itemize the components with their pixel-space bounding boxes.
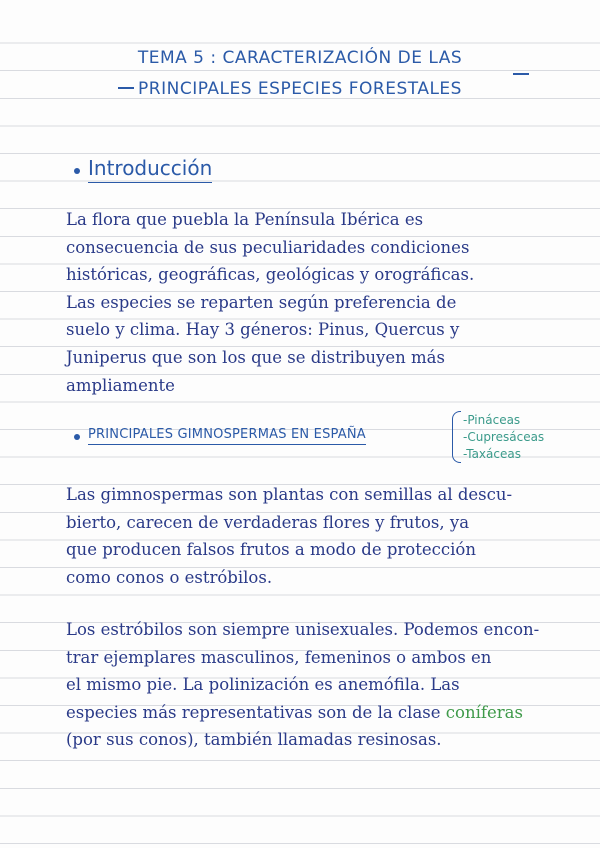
text-line: Las especies se reparten según preferencia de xyxy=(66,292,457,312)
text-segment: especies más representativas son de la clase xyxy=(66,702,446,722)
family-item: -Pináceas xyxy=(463,413,521,427)
text-line: históricas, geográficas, geológicas y orográficas. xyxy=(66,265,475,285)
text-line: Las gimnospermas son plantas con semillas al descu- xyxy=(66,485,513,504)
text-line: suelo y clima. Hay 3 géneros: Pinus, Quercus y xyxy=(66,320,460,340)
text-line: Los estróbilos son siempre unisexuales. Podemos encon- xyxy=(66,620,540,639)
section-heading-gymnosperms: PRINCIPALES GIMNOSPERMAS EN ESPAÑA xyxy=(88,427,366,445)
gymnosperms-paragraph-1 xyxy=(66,481,512,591)
bullet-gymnosperms xyxy=(74,434,80,440)
family-item: -Cupresáceas xyxy=(463,430,545,444)
families-bracket xyxy=(452,411,461,463)
text-line: (por sus conos), también llamadas resinosas. xyxy=(66,730,442,750)
text-line: bierto, carecen de verdaderas flores y frutos, ya xyxy=(66,512,470,532)
text-line: que producen falsos frutos a modo de protección xyxy=(66,540,476,560)
text-line: como conos o estróbilos. xyxy=(66,567,273,587)
gymnosperms-paragraph-2 xyxy=(66,616,539,754)
text-line: ampliamente xyxy=(66,375,175,395)
text-line: Juniperus que son los que se distribuyen más xyxy=(66,347,445,367)
text-line: el mismo pie. La polinización es anemófila. Las xyxy=(66,675,460,695)
page-title-line-2: PRINCIPALES ESPECIES FORESTALES xyxy=(138,79,462,99)
page-title-line-1: TEMA 5 : CARACTERIZACIÓN DE LAS xyxy=(137,48,463,68)
text-line: La flora que puebla la Península Ibérica es xyxy=(66,210,424,229)
highlight-coniferas: coníferas xyxy=(445,702,523,722)
text-line: consecuencia de sus peculiaridades condiciones xyxy=(66,237,470,257)
title-dash-right xyxy=(513,73,529,75)
text-line xyxy=(66,699,539,727)
bullet-intro xyxy=(74,168,80,174)
text-line: trar ejemplares masculinos, femeninos o ambos en xyxy=(66,647,492,667)
family-item: -Taxáceas xyxy=(463,447,521,461)
intro-paragraph xyxy=(66,206,474,399)
section-heading-intro: Introducción xyxy=(88,156,212,183)
